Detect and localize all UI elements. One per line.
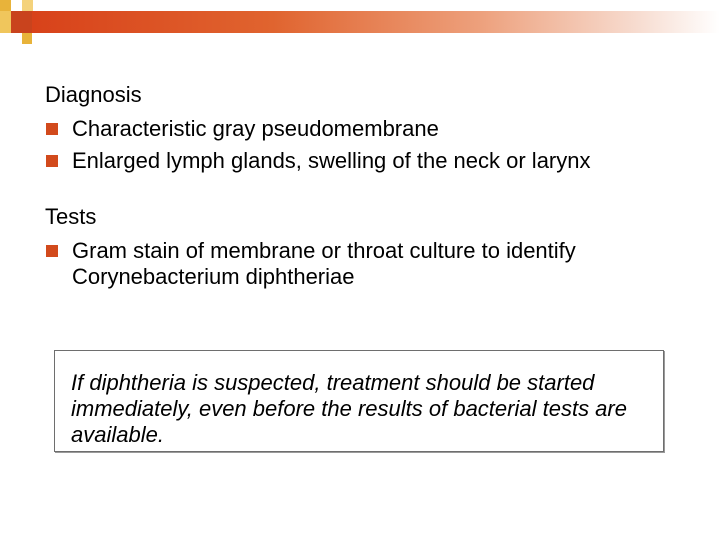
decor-square-gold-left: [0, 11, 11, 33]
bullet-text: Characteristic gray pseudomembrane: [72, 116, 439, 141]
section-heading-diagnosis: Diagnosis: [45, 82, 142, 107]
decor-square-gold-bottom: [22, 33, 32, 44]
tests-bullet-list: [45, 238, 685, 290]
decor-square-orange: [11, 11, 32, 33]
decor-square-gold-light: [22, 0, 33, 11]
section-spacer: [45, 174, 685, 202]
diagnosis-bullet-list: [45, 116, 685, 174]
bullet-item: [45, 148, 685, 174]
callout-box: [54, 350, 664, 452]
header-gradient-bar: [32, 11, 720, 33]
decor-square-white: [11, 0, 22, 11]
bullet-item: [45, 238, 685, 290]
callout-text: If diphtheria is suspected, treatment should be started immediately, even before the results of bacterial tests are available.: [71, 370, 627, 447]
bullet-item: [45, 116, 685, 142]
section-heading-tests: Tests: [45, 204, 97, 229]
decor-square-gold: [0, 0, 11, 11]
bullet-text: Gram stain of membrane or throat culture to identify Corynebacterium diphtheriae: [72, 238, 576, 289]
square-bullet-icon: [46, 155, 58, 167]
bullet-text: Enlarged lymph glands, swelling of the neck or larynx: [72, 148, 591, 173]
slide-body: [45, 80, 685, 290]
square-bullet-icon: [46, 123, 58, 135]
square-bullet-icon: [46, 245, 58, 257]
